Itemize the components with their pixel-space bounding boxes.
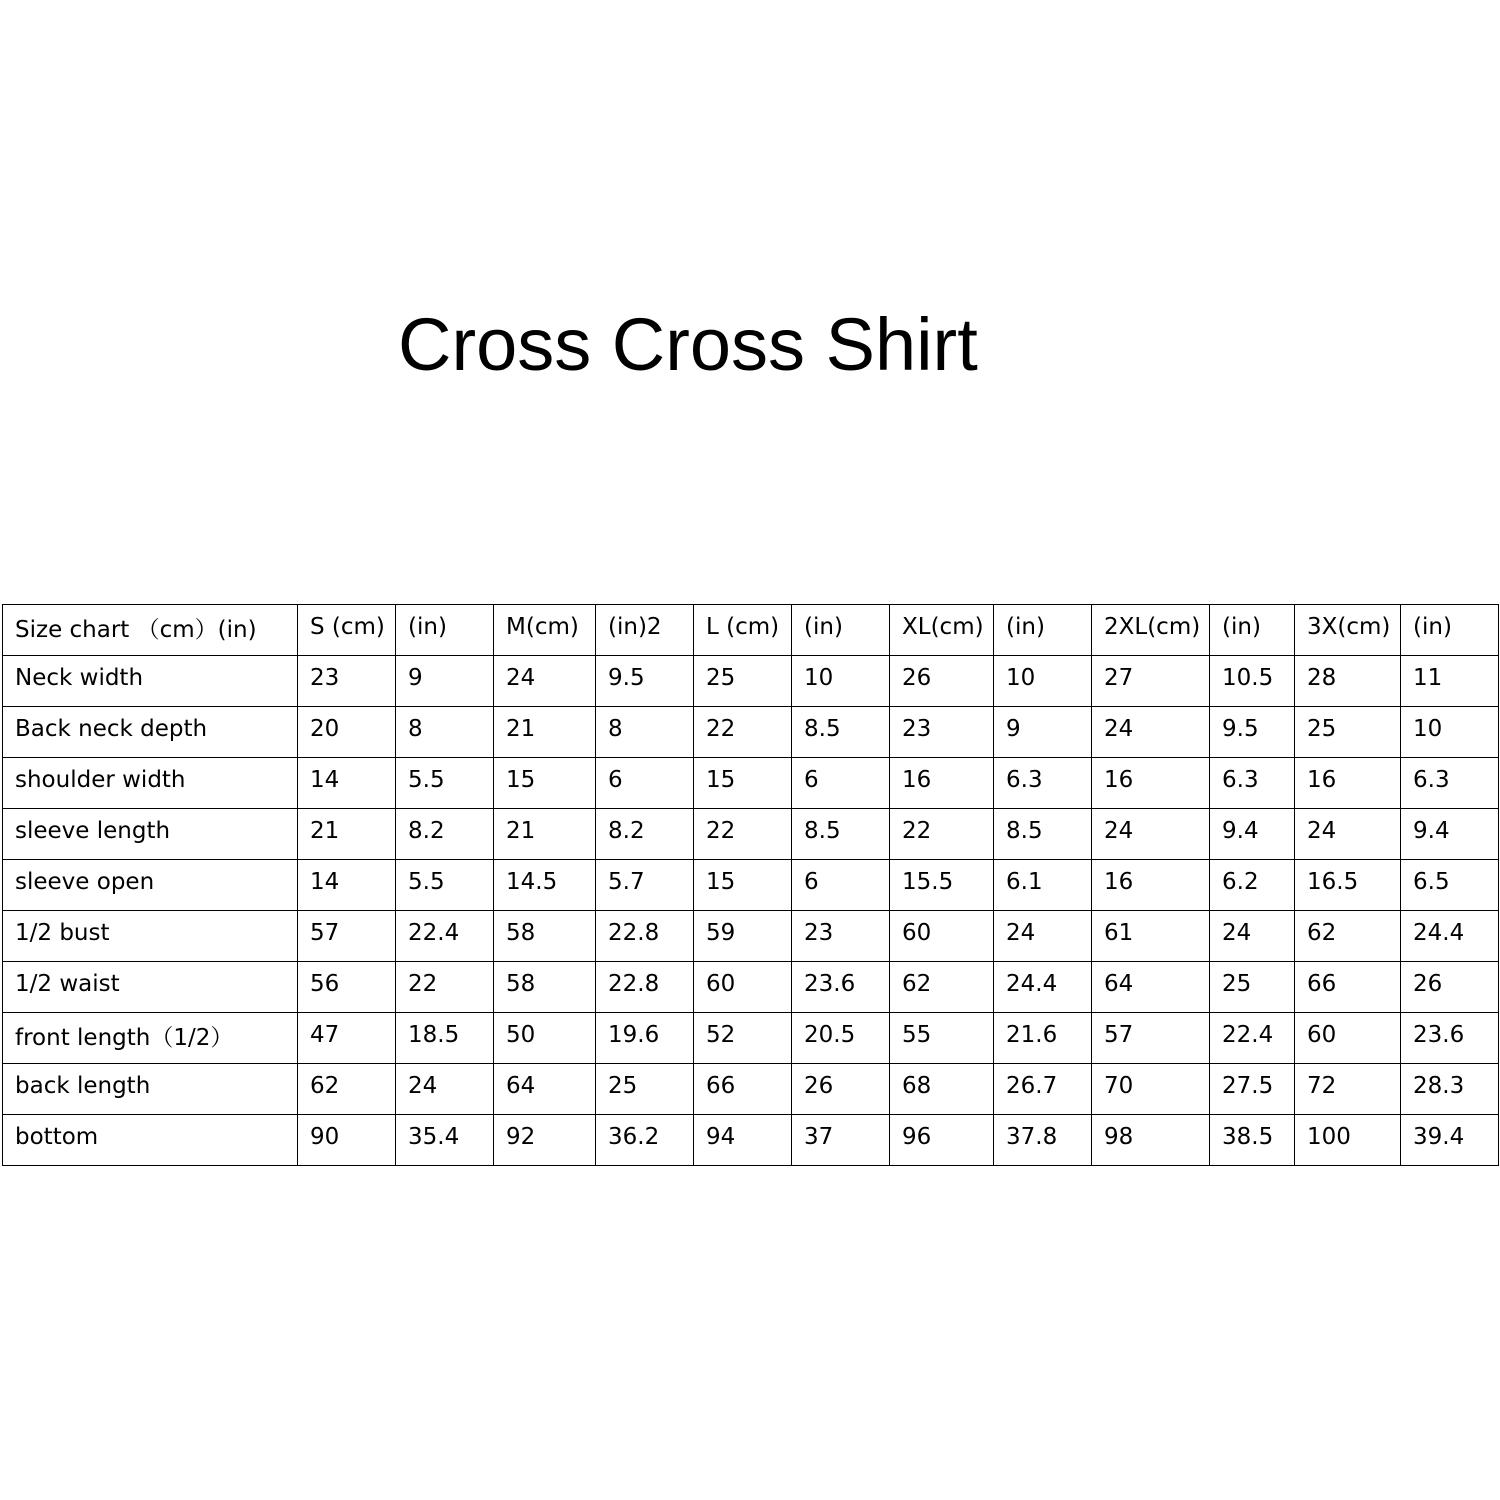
table-cell: 66 (694, 1064, 792, 1115)
table-cell: 25 (1210, 962, 1295, 1013)
size-chart-table (2, 604, 1499, 1166)
table-cell: 6.1 (994, 860, 1092, 911)
table-cell: 28.3 (1401, 1064, 1499, 1115)
table-cell: 57 (1092, 1013, 1210, 1064)
table-cell: 16 (1295, 758, 1401, 809)
table-cell: 26 (1401, 962, 1499, 1013)
table-cell: 68 (890, 1064, 994, 1115)
table-cell: 10.5 (1210, 656, 1295, 707)
table-cell: 27 (1092, 656, 1210, 707)
table-cell: XL(cm) (890, 605, 994, 656)
table-cell: 25 (694, 656, 792, 707)
table-cell: 23 (298, 656, 396, 707)
table-cell: 25 (596, 1064, 694, 1115)
table-row (3, 962, 1499, 1013)
table-cell: 47 (298, 1013, 396, 1064)
table-cell: 22.8 (596, 911, 694, 962)
table-cell: 15 (694, 758, 792, 809)
table-cell: 23 (792, 911, 890, 962)
table-cell: 23 (890, 707, 994, 758)
table-cell: 90 (298, 1115, 396, 1166)
row-label-cell: shoulder width (3, 758, 298, 809)
table-cell: 8 (396, 707, 494, 758)
table-cell: 60 (890, 911, 994, 962)
table-cell: L (cm) (694, 605, 792, 656)
row-label-cell: Neck width (3, 656, 298, 707)
table-cell: 70 (1092, 1064, 1210, 1115)
table-cell: 23.6 (792, 962, 890, 1013)
table-cell: 61 (1092, 911, 1210, 962)
table-cell: 26 (890, 656, 994, 707)
table-cell: 16 (890, 758, 994, 809)
table-cell: 64 (494, 1064, 596, 1115)
page-title: Cross Cross Shirt (398, 303, 978, 386)
table-cell: 94 (694, 1115, 792, 1166)
table-cell: 37.8 (994, 1115, 1092, 1166)
table-header-row (3, 605, 1499, 656)
table-cell: 16 (1092, 860, 1210, 911)
row-label-cell: Size chart （cm）(in) (3, 605, 298, 656)
table-cell: 36.2 (596, 1115, 694, 1166)
table-cell: 21 (494, 707, 596, 758)
table-cell: S (cm) (298, 605, 396, 656)
row-label-cell: 1/2 bust (3, 911, 298, 962)
table-cell: 24 (1092, 809, 1210, 860)
table-cell: 9.5 (596, 656, 694, 707)
table-cell: 9.4 (1210, 809, 1295, 860)
table-cell: 50 (494, 1013, 596, 1064)
row-label-cell: 1/2 waist (3, 962, 298, 1013)
table-cell: 64 (1092, 962, 1210, 1013)
table-cell: (in) (792, 605, 890, 656)
table-cell: 21.6 (994, 1013, 1092, 1064)
table-cell: 9 (994, 707, 1092, 758)
table-cell: 55 (890, 1013, 994, 1064)
table-cell: 18.5 (396, 1013, 494, 1064)
table-cell: 15.5 (890, 860, 994, 911)
table-cell: 22 (694, 809, 792, 860)
table-cell: 26.7 (994, 1064, 1092, 1115)
table-cell: 60 (1295, 1013, 1401, 1064)
row-label-cell: sleeve length (3, 809, 298, 860)
table-cell: 15 (494, 758, 596, 809)
table-cell: 6.3 (1401, 758, 1499, 809)
row-label-cell: bottom (3, 1115, 298, 1166)
table-cell: 14.5 (494, 860, 596, 911)
table-cell: 37 (792, 1115, 890, 1166)
table-cell: 72 (1295, 1064, 1401, 1115)
table-cell: 6 (792, 758, 890, 809)
table-cell: 6.3 (994, 758, 1092, 809)
table-cell: (in)2 (596, 605, 694, 656)
table-cell: 6.2 (1210, 860, 1295, 911)
table-cell: 6 (596, 758, 694, 809)
table-cell: 8.5 (792, 809, 890, 860)
table-cell: 35.4 (396, 1115, 494, 1166)
table-cell: 14 (298, 758, 396, 809)
table-cell: 39.4 (1401, 1115, 1499, 1166)
table-cell: 21 (494, 809, 596, 860)
table-cell: 24 (1092, 707, 1210, 758)
table-cell: 8.5 (994, 809, 1092, 860)
table-cell: 22.4 (1210, 1013, 1295, 1064)
table-cell: 10 (1401, 707, 1499, 758)
table-cell: 62 (890, 962, 994, 1013)
table-cell: 8 (596, 707, 694, 758)
table-cell: 20 (298, 707, 396, 758)
table-cell: 24.4 (994, 962, 1092, 1013)
table-cell: 19.6 (596, 1013, 694, 1064)
table-cell: 22.8 (596, 962, 694, 1013)
table-row (3, 1013, 1499, 1064)
table-cell: 9 (396, 656, 494, 707)
table-cell: 92 (494, 1115, 596, 1166)
table-cell: 8.5 (792, 707, 890, 758)
table-cell: 15 (694, 860, 792, 911)
table-cell: 5.5 (396, 860, 494, 911)
table-cell: 16 (1092, 758, 1210, 809)
table-cell: 66 (1295, 962, 1401, 1013)
table-row (3, 707, 1499, 758)
table-cell: 5.5 (396, 758, 494, 809)
table-cell: 24 (494, 656, 596, 707)
table-cell: 6 (792, 860, 890, 911)
table-cell: 24 (1295, 809, 1401, 860)
table-row (3, 758, 1499, 809)
table-cell: 25 (1295, 707, 1401, 758)
table-cell: 24 (994, 911, 1092, 962)
table-cell: 24 (1210, 911, 1295, 962)
table-cell: 100 (1295, 1115, 1401, 1166)
table-cell: 5.7 (596, 860, 694, 911)
table-cell: 11 (1401, 656, 1499, 707)
table-cell: 23.6 (1401, 1013, 1499, 1064)
table-cell: 9.4 (1401, 809, 1499, 860)
table-cell: (in) (1210, 605, 1295, 656)
table-cell: 2XL(cm) (1092, 605, 1210, 656)
table-cell: 60 (694, 962, 792, 1013)
table-cell: 22 (694, 707, 792, 758)
table-cell: 98 (1092, 1115, 1210, 1166)
table-cell: 62 (1295, 911, 1401, 962)
table-row (3, 656, 1499, 707)
table-row (3, 809, 1499, 860)
table-cell: M(cm) (494, 605, 596, 656)
row-label-cell: sleeve open (3, 860, 298, 911)
table-cell: 56 (298, 962, 396, 1013)
table-cell: (in) (994, 605, 1092, 656)
table-cell: 10 (792, 656, 890, 707)
table-cell: 27.5 (1210, 1064, 1295, 1115)
table-cell: 52 (694, 1013, 792, 1064)
table-row (3, 1064, 1499, 1115)
table-cell: 16.5 (1295, 860, 1401, 911)
table-cell: 6.3 (1210, 758, 1295, 809)
table-cell: 14 (298, 860, 396, 911)
table-cell: (in) (396, 605, 494, 656)
table-cell: 24 (396, 1064, 494, 1115)
table-cell: 38.5 (1210, 1115, 1295, 1166)
table-cell: 6.5 (1401, 860, 1499, 911)
row-label-cell: front length（1/2） (3, 1013, 298, 1064)
table-row (3, 1115, 1499, 1166)
table-row (3, 860, 1499, 911)
row-label-cell: back length (3, 1064, 298, 1115)
table-cell: 26 (792, 1064, 890, 1115)
table-cell: 96 (890, 1115, 994, 1166)
table-cell: 58 (494, 911, 596, 962)
table-body (3, 605, 1499, 1166)
table-cell: 22 (890, 809, 994, 860)
table-cell: 3X(cm) (1295, 605, 1401, 656)
row-label-cell: Back neck depth (3, 707, 298, 758)
table-row (3, 911, 1499, 962)
table-cell: 8.2 (396, 809, 494, 860)
table-cell: 9.5 (1210, 707, 1295, 758)
table-cell: 10 (994, 656, 1092, 707)
table-cell: 58 (494, 962, 596, 1013)
table-cell: 22.4 (396, 911, 494, 962)
table-cell: 21 (298, 809, 396, 860)
table-cell: 22 (396, 962, 494, 1013)
table-cell: 8.2 (596, 809, 694, 860)
table-cell: 24.4 (1401, 911, 1499, 962)
table-cell: 59 (694, 911, 792, 962)
table-cell: (in) (1401, 605, 1499, 656)
table-cell: 20.5 (792, 1013, 890, 1064)
table-cell: 62 (298, 1064, 396, 1115)
table-cell: 57 (298, 911, 396, 962)
table-cell: 28 (1295, 656, 1401, 707)
